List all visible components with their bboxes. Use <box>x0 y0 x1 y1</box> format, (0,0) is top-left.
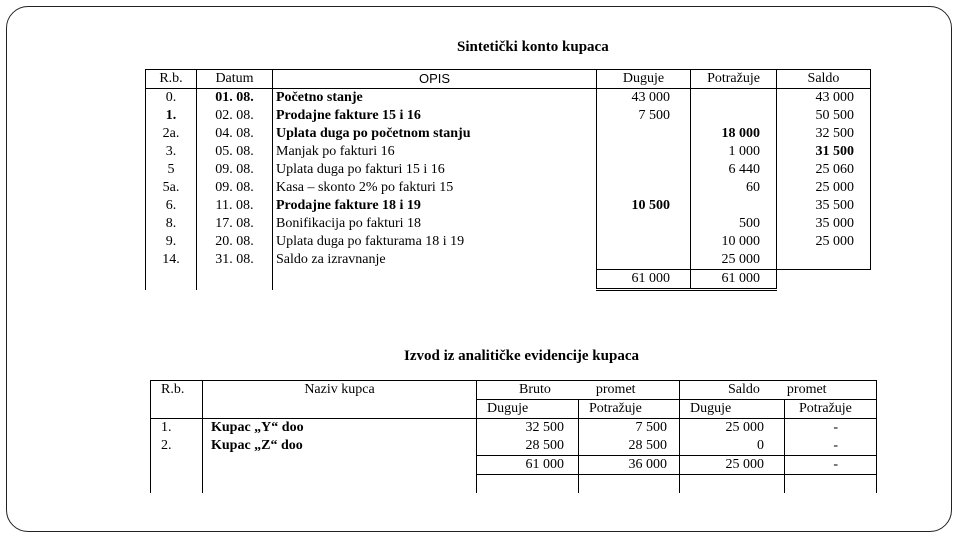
cell-saldo: 35 500 <box>777 197 871 215</box>
cell-saldo: 25 000 <box>777 179 871 197</box>
empty-cell <box>197 270 273 290</box>
cell-rb: 5a. <box>146 179 197 197</box>
cell-duguje: 10 500 <box>597 197 691 215</box>
table2-blank-row <box>151 475 877 494</box>
cell-rb: 1. <box>151 419 203 438</box>
cell-potrazuje: 60 <box>691 179 777 197</box>
cell-rb: 1. <box>146 107 197 125</box>
empty-cell <box>203 475 477 494</box>
empty-cell <box>777 270 871 290</box>
cell-saldo: 31 500 <box>777 143 871 161</box>
total-bruto-duguje: 61 000 <box>477 456 579 475</box>
empty-cell <box>203 400 477 419</box>
table1-header-duguje: Duguje <box>597 70 691 89</box>
table-row <box>146 179 871 197</box>
cell-bruto-duguje: 28 500 <box>477 437 579 456</box>
total-saldo-duguje: 25 000 <box>680 456 785 475</box>
cell-opis: Uplata duga po fakturama 18 i 19 <box>273 233 597 251</box>
cell-potrazuje: 10 000 <box>691 233 777 251</box>
bruto-promet-label: promet <box>595 382 636 397</box>
table2-totals-row <box>151 456 877 475</box>
table2-header-saldo-potrazuje: Potražuje <box>785 400 877 419</box>
cell-saldo: 32 500 <box>777 125 871 143</box>
cell-saldo-potrazuje: - <box>785 419 877 438</box>
cell-rb: 0. <box>146 89 197 108</box>
cell-opis: Početno stanje <box>273 89 597 108</box>
table1-header-opis: OPIS <box>273 70 597 89</box>
cell-duguje <box>597 125 691 143</box>
total-bruto-potrazuje: 36 000 <box>579 456 680 475</box>
empty-cell <box>579 475 680 494</box>
table-row <box>146 233 871 251</box>
cell-saldo-duguje: 25 000 <box>680 419 785 438</box>
cell-rb: 14. <box>146 251 197 270</box>
cell-duguje: 7 500 <box>597 107 691 125</box>
empty-cell <box>151 475 203 494</box>
cell-datum: 17. 08. <box>197 215 273 233</box>
cell-saldo: 25 060 <box>777 161 871 179</box>
cell-saldo: 50 500 <box>777 107 871 125</box>
cell-potrazuje <box>691 197 777 215</box>
cell-bruto-potrazuje: 7 500 <box>579 419 680 438</box>
table1-header-datum: Datum <box>197 70 273 89</box>
analytical-records-table <box>150 380 877 493</box>
cell-opis: Uplata duga po fakturi 15 i 16 <box>273 161 597 179</box>
table-row <box>146 161 871 179</box>
table-row <box>151 419 877 438</box>
empty-cell <box>273 270 597 290</box>
cell-opis: Kasa – skonto 2% po fakturi 15 <box>273 179 597 197</box>
table2-header-bruto-potrazuje: Potražuje <box>579 400 680 419</box>
total-saldo-potrazuje: - <box>785 456 877 475</box>
saldo-promet-label: promet <box>786 382 827 397</box>
cell-potrazuje: 18 000 <box>691 125 777 143</box>
table2-header-rb: R.b. <box>151 381 203 400</box>
cell-saldo: 35 000 <box>777 215 871 233</box>
cell-rb: 3. <box>146 143 197 161</box>
table2-header-bruto-promet <box>477 381 680 400</box>
cell-duguje <box>597 251 691 270</box>
cell-duguje: 43 000 <box>597 89 691 108</box>
cell-bruto-duguje: 32 500 <box>477 419 579 438</box>
table-row <box>146 89 871 108</box>
cell-saldo: 25 000 <box>777 233 871 251</box>
cell-saldo-potrazuje: - <box>785 437 877 456</box>
table-row <box>146 125 871 143</box>
cell-saldo: 43 000 <box>777 89 871 108</box>
cell-duguje <box>597 215 691 233</box>
cell-datum: 11. 08. <box>197 197 273 215</box>
table2-header-saldo-promet <box>680 381 877 400</box>
table2-header-saldo-duguje: Duguje <box>680 400 785 419</box>
table-row <box>146 215 871 233</box>
cell-potrazuje: 500 <box>691 215 777 233</box>
empty-cell <box>785 475 877 494</box>
saldo-label: Saldo <box>728 382 760 397</box>
cell-opis: Uplata duga po početnom stanju <box>273 125 597 143</box>
cell-bruto-potrazuje: 28 500 <box>579 437 680 456</box>
cell-potrazuje <box>691 89 777 108</box>
cell-rb: 2a. <box>146 125 197 143</box>
table1-header-potrazuje: Potražuje <box>691 70 777 89</box>
cell-potrazuje: 1 000 <box>691 143 777 161</box>
cell-datum: 02. 08. <box>197 107 273 125</box>
cell-datum: 09. 08. <box>197 179 273 197</box>
cell-potrazuje <box>691 107 777 125</box>
cell-duguje <box>597 161 691 179</box>
cell-datum: 04. 08. <box>197 125 273 143</box>
table1-totals-row <box>146 270 871 290</box>
table-row <box>151 437 877 456</box>
cell-datum: 05. 08. <box>197 143 273 161</box>
cell-saldo <box>777 251 871 270</box>
cell-rb: 6. <box>146 197 197 215</box>
empty-cell <box>477 475 579 494</box>
bruto-label: Bruto <box>519 382 551 397</box>
total-potrazuje: 61 000 <box>691 270 777 290</box>
cell-opis: Manjak po fakturi 16 <box>273 143 597 161</box>
cell-duguje <box>597 143 691 161</box>
table2-header-naziv: Naziv kupca <box>203 381 477 400</box>
cell-potrazuje: 25 000 <box>691 251 777 270</box>
cell-datum: 09. 08. <box>197 161 273 179</box>
table2-title: Izvod iz analitičke evidencije kupaca <box>404 348 639 364</box>
cell-datum: 31. 08. <box>197 251 273 270</box>
table-row <box>146 251 871 270</box>
empty-cell <box>680 475 785 494</box>
cell-opis: Prodajne fakture 18 i 19 <box>273 197 597 215</box>
cell-rb: 5 <box>146 161 197 179</box>
cell-rb: 2. <box>151 437 203 456</box>
table-row <box>146 143 871 161</box>
cell-opis: Saldo za izravnanje <box>273 251 597 270</box>
empty-cell <box>151 400 203 419</box>
table2-header-row-1 <box>151 381 877 400</box>
empty-cell <box>146 270 197 290</box>
cell-rb: 9. <box>146 233 197 251</box>
empty-cell <box>151 456 203 475</box>
cell-rb: 8. <box>146 215 197 233</box>
table2-header-row-2 <box>151 400 877 419</box>
table1-header-saldo: Saldo <box>777 70 871 89</box>
table1-header-row <box>146 70 871 89</box>
synthetic-account-table <box>145 69 871 291</box>
cell-datum: 20. 08. <box>197 233 273 251</box>
cell-potrazuje: 6 440 <box>691 161 777 179</box>
cell-duguje <box>597 233 691 251</box>
cell-opis: Prodajne fakture 15 i 16 <box>273 107 597 125</box>
table-row <box>146 197 871 215</box>
empty-cell <box>203 456 477 475</box>
cell-naziv: Kupac „Y“ doo <box>203 419 477 438</box>
table-row <box>146 107 871 125</box>
cell-duguje <box>597 179 691 197</box>
cell-naziv: Kupac „Z“ doo <box>203 437 477 456</box>
total-duguje: 61 000 <box>597 270 691 290</box>
cell-datum: 01. 08. <box>197 89 273 108</box>
cell-opis: Bonifikacija po fakturi 18 <box>273 215 597 233</box>
table1-header-rb: R.b. <box>146 70 197 89</box>
table2-header-bruto-duguje: Duguje <box>477 400 579 419</box>
cell-saldo-duguje: 0 <box>680 437 785 456</box>
table1-title: Sintetički konto kupaca <box>457 39 609 55</box>
